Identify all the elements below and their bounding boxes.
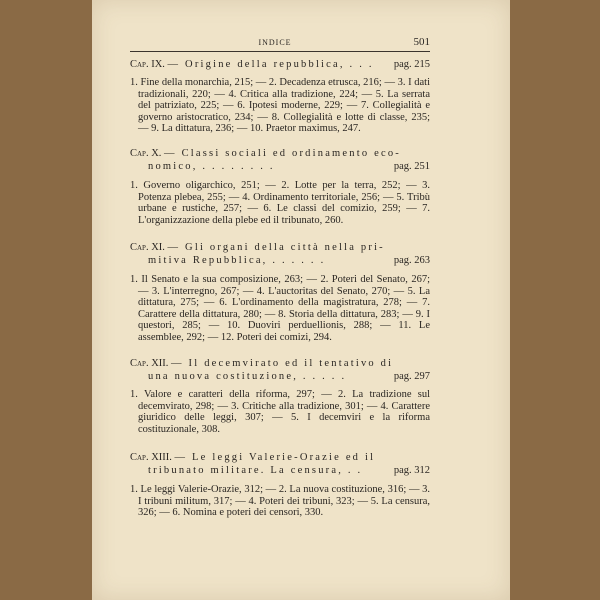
chapter-entries — [130, 77, 430, 135]
chapter-title-line: una nuova costituzione, . . . . . — [148, 371, 347, 382]
chapter-heading — [130, 147, 430, 173]
chapter-heading — [130, 451, 430, 477]
entries-text: 1. Fine della monarchia, 215; — 2. Decadenza etrusca, 216; — 3. I dati tradizionali, 220; — 4. Critica alla tradizione, 224; — 5. La serrata del patriziato, 225; — 6. Ipotesi moderne, 229; — 7. Collegialità e governo aristocratico, 234; — 8. Collegialità e lotte di classe, 235; — 9. La dittatura, 236; — 10. Praetor maximus, 247. — [130, 77, 430, 135]
chapter-heading — [130, 241, 430, 267]
chapter-title-line: mitiva Repubblica, . . . . . . — [148, 255, 326, 266]
chapter-entries — [130, 484, 430, 519]
chapter-page: pag. 297 — [393, 371, 430, 382]
chapter-title-line: — Le leggi Valerie-Orazie ed il — [174, 452, 376, 463]
chapter-title-line: nomico, . . . . . . . . — [148, 161, 275, 172]
chapter-number: Cap. XIII. — [130, 452, 172, 463]
chapter-entries — [130, 180, 430, 226]
entries-text: 1. Le leggi Valerie-Orazie, 312; — 2. La nuova costituzione, 316; — 3. I tribuni militum, 317; — 4. Poteri dei tribuni, 323; — 5. La censura, 326; — 6. Nomina e poteri dei censori, 330. — [130, 484, 430, 519]
chapter-page: pag. 215 — [393, 59, 430, 70]
chapter-heading — [130, 58, 430, 71]
chapter-title-line: — Il decemvirato ed il tentativo di — [171, 358, 394, 369]
chapter-number: Cap. XI. — [130, 242, 165, 253]
entries-text: 1. Il Senato e la sua composizione, 263; — 2. Poteri del Senato, 267; — 3. L'interregno, 267; — 4. L'auctoritas del Senato, 270; — 5. La dittatura, 275; — 6. L'ordinamento della magistratura, 278; — 7. Carattere della dittatura, 280; — 8. Storia della dittatura, 283; — 9. I questori, 285; — 10. Duoviri perduellionis, 288; — 11. Le assemblee, 292; — 12. Poteri dei comizi, 294. — [130, 274, 430, 343]
entries-text: 1. Governo oligarchico, 251; — 2. Lotte per la terra, 252; — 3. Potenza plebea, 255; — 4. Ordinamento territoriale, 256; — 5. Tribù urbane e rustiche, 257; — 6. Le classi del comizio, 259; — 7. L'organizzazione della plebe ed il tribunato, 260. — [130, 180, 430, 226]
entries-text: 1. Valore e caratteri della riforma, 297; — 2. La tradizione sul decemvirato, 298; — 3. Critiche alla tradizione, 301; — 4. Carattere giuridico delle leggi, 307; — 5. I decemviri e la riforma costituzionale, 308. — [130, 389, 430, 435]
chapter-heading — [130, 357, 430, 383]
chapter-number: Cap. X. — [130, 148, 162, 159]
chapter-entries — [130, 389, 430, 435]
chapter-title-line: — Origine della repubblica, . . . — [167, 59, 374, 70]
page-number: 501 — [413, 36, 430, 48]
chapter-title-line: — Gli organi della città nella pri- — [167, 242, 385, 253]
chapter-entries — [130, 274, 430, 344]
header-rule — [130, 51, 430, 52]
chapter-title-line: tribunato militare. La censura, . . — [148, 465, 363, 476]
running-title: INDICE — [258, 38, 292, 47]
chapter-page: pag. 312 — [393, 465, 430, 476]
chapter-page: pag. 251 — [393, 161, 430, 172]
chapter-page: pag. 263 — [393, 255, 430, 266]
page-header — [130, 36, 430, 52]
chapter-number: Cap. XII. — [130, 358, 169, 369]
chapter-number: Cap. IX. — [130, 59, 165, 70]
chapter-title-line: — Classi sociali ed ordinamento eco- — [164, 148, 401, 159]
